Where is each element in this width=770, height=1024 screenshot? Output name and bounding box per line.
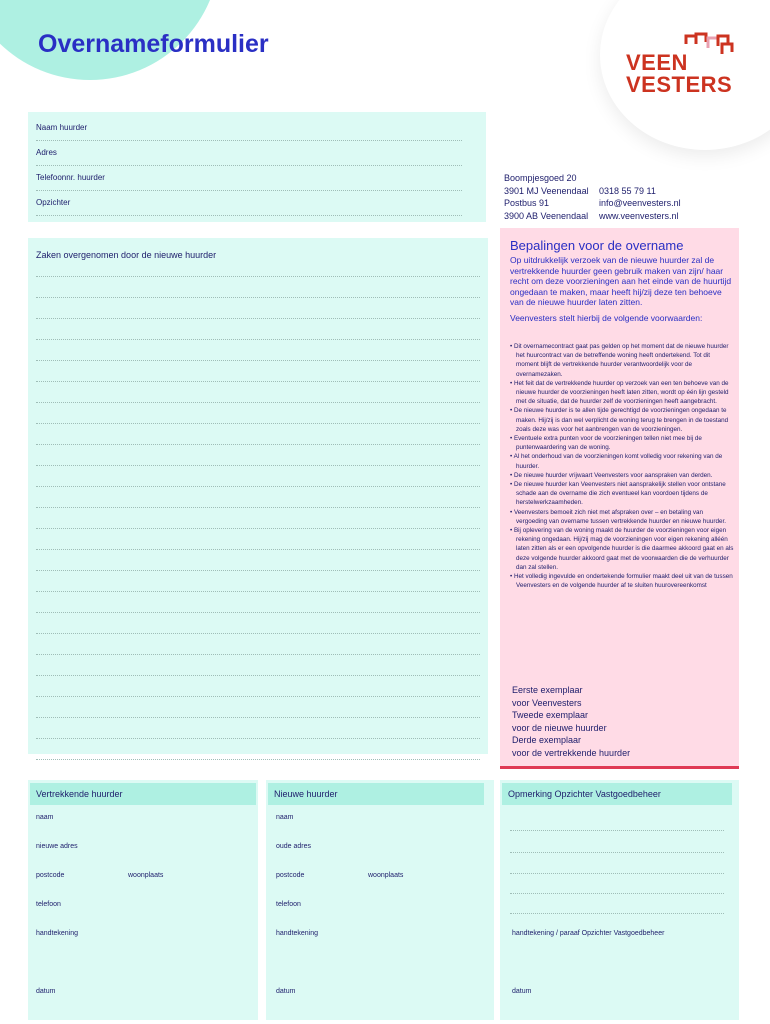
address-street: Boompjesgoed 20 <box>504 173 577 183</box>
label-naam: naam <box>36 814 54 821</box>
postbus-city: 3900 AB Veenendaal <box>504 210 589 221</box>
label-handtekening-paraaf: handtekening / paraaf Opzichter Vastgoedbeheer <box>512 930 665 937</box>
logo-line-2: VESTERS <box>626 72 733 97</box>
exemplaar-line: Eerste exemplaar <box>512 685 583 695</box>
label-naam: naam <box>276 814 294 821</box>
vertrekkende-title: Vertrekkende huurder <box>30 783 256 805</box>
zaken-line[interactable] <box>36 486 480 487</box>
zaken-line[interactable] <box>36 381 480 382</box>
email-link[interactable]: info@veenvesters.nl <box>599 198 681 208</box>
vertrekkende-panel <box>28 780 258 1020</box>
zaken-line[interactable] <box>36 507 480 508</box>
label-datum: datum <box>512 988 532 995</box>
opmerking-panel <box>500 780 739 1020</box>
nieuwe-title: Nieuwe huurder <box>268 783 484 805</box>
label-postcode: postcode <box>36 872 65 879</box>
list-item: • Eventuele extra punten voor de voorzieningen tellen niet mee bij de puntenwaardering van de woning. <box>510 435 702 452</box>
list-item: • Dit overnamecontract gaat pas gelden op het moment dat de nieuwe huurder het huurcontract van de betreffende woning heeft ondertekend. Tot dit moment blijft de vertrekkende huurder verantwoordelijk voor de overnamezaken. <box>510 343 729 378</box>
exemplaar-line: Derde exemplaar <box>512 735 582 745</box>
field-adres[interactable]: Adres <box>36 141 462 166</box>
label-datum: datum <box>276 988 296 995</box>
zaken-line[interactable] <box>36 318 480 319</box>
zaken-line[interactable] <box>36 591 480 592</box>
zaken-line[interactable] <box>36 570 480 571</box>
list-item: • Bij oplevering van de woning maakt de huurder de voorzieningen voor eigen rekening ongedaan. Hij/zij mag de voorzieningen voor eigen rekening alléén laten zitten als er een opvolgende huurder is die daarmee akkoord gaat en als deze volgende huurder akkoord gaat met de voorwaarden die de verhuurder dan zal stellen. <box>510 527 734 571</box>
list-item: • Veenvesters bemoeit zich niet met afspraken over – en betaling van vergoeding van overname tussen vertrekkende huurder en nieuwe huurder. <box>510 508 727 525</box>
zaken-line[interactable] <box>36 717 480 718</box>
zaken-line[interactable] <box>36 633 480 634</box>
label-woonplaats: woonplaats <box>128 872 164 879</box>
bepalingen-box <box>500 228 739 768</box>
zaken-line[interactable] <box>36 528 480 529</box>
address-city: 3901 MJ Veenendaal <box>504 185 589 196</box>
postbus: Postbus 91 <box>504 198 550 208</box>
opmerking-line[interactable] <box>510 830 724 831</box>
zaken-line[interactable] <box>36 465 480 466</box>
zaken-box <box>28 238 488 754</box>
zaken-line[interactable] <box>36 549 480 550</box>
header-fields-box <box>28 112 486 222</box>
zaken-line[interactable] <box>36 297 480 298</box>
divider-bar <box>500 766 739 769</box>
label-woonplaats: woonplaats <box>368 872 404 879</box>
zaken-line[interactable] <box>36 339 480 340</box>
exemplaar-line: Tweede exemplaar <box>512 710 589 720</box>
list-item: • Het volledig ingevulde en ondertekende formulier maakt deel uit van de tussen Veenvesters en de volgende huurder af te sluiten huurovereenkomst <box>510 573 733 590</box>
opmerking-line[interactable] <box>510 852 724 853</box>
label-postcode: postcode <box>276 872 305 879</box>
list-item: • De nieuwe huurder kan Veenvesters niet aansprakelijk stellen voor ontstane schade aan de overname die zich eventueel kan voordoen tijdens de herstelwerkzaamheden. <box>510 481 726 507</box>
page-title: Overnameformulier <box>38 30 269 58</box>
zaken-line[interactable] <box>36 276 480 277</box>
label-oude-adres: oude adres <box>276 843 312 850</box>
label-telefoon: telefoon <box>36 901 61 908</box>
bepalingen-title: Bepalingen voor de overname <box>510 238 684 253</box>
zaken-line[interactable] <box>36 759 480 760</box>
list-item: • De nieuwe huurder is te allen tijde gerechtigd de voorzieningen ongedaan te maken. Hij/zij is dan wel verplicht de woning terug te brengen in de toestand zoals deze was voor het aanbrengen van de voorzieningen. <box>510 407 729 433</box>
exemplaren <box>512 684 630 759</box>
zaken-title: Zaken overgenomen door de nieuwe huurder <box>36 250 217 260</box>
phone: 0318 55 79 11 <box>599 185 656 196</box>
bepalingen-subtitle: Veenvesters stelt hierbij de volgende voorwaarden: <box>510 313 703 323</box>
exemplaar-line: voor Veenvesters <box>512 697 582 708</box>
veenvesters-logo <box>626 30 744 106</box>
website-link[interactable]: www.veenvesters.nl <box>599 210 679 221</box>
contact-info <box>504 172 681 222</box>
label-datum: datum <box>36 988 56 995</box>
list-item: • De nieuwe huurder vrijwaart Veenvesters voor aanspraken van derden. <box>510 471 713 479</box>
bepalingen-intro: Op uitdrukkelijk verzoek van de nieuwe huurder zal de vertrekkende huurder geen gebruik maken van zijn/ haar recht om deze voorzieningen aan het einde van de huurtijd ongedaan te maken, maar heeft hij/zij deze ten behoeve van de nieuwe huurder laten zitten. <box>510 255 732 307</box>
opmerking-title: Opmerking Opzichter Vastgoedbeheer <box>502 783 732 805</box>
label-handtekening: handtekening <box>36 930 79 937</box>
label-telefoon: telefoon <box>276 901 301 908</box>
zaken-line[interactable] <box>36 738 480 739</box>
zaken-line[interactable] <box>36 402 480 403</box>
zaken-line[interactable] <box>36 423 480 424</box>
exemplaar-line: voor de vertrekkende huurder <box>512 747 631 758</box>
zaken-line[interactable] <box>36 654 480 655</box>
exemplaar-line: voor de nieuwe huurder <box>512 722 607 733</box>
zaken-line[interactable] <box>36 360 480 361</box>
opmerking-line[interactable] <box>510 873 724 874</box>
label-handtekening: handtekening <box>276 930 319 937</box>
zaken-line[interactable] <box>36 696 480 697</box>
opmerking-line[interactable] <box>510 893 724 894</box>
zaken-line[interactable] <box>36 675 480 676</box>
list-item: • Al het onderhoud van de voorzieningen komt volledig voor rekening van de huurder. <box>510 453 723 470</box>
field-opzichter[interactable]: Opzichter <box>36 191 462 216</box>
bepalingen-list <box>510 342 734 590</box>
label-nieuwe-adres: nieuwe adres <box>36 843 78 850</box>
list-item: • Het feit dat de vertrekkende huurder op verzoek van een ten behoeve van de nieuwe huurder de voorzieningen heeft laten zitten, wordt op één lijn gesteld met de situatie, dat de huurder zelf de voorzieningen heeft aangebracht. <box>510 379 729 406</box>
zaken-line[interactable] <box>36 444 480 445</box>
logo-line-1: VEEN <box>626 50 688 75</box>
field-naam-huurder[interactable]: Naam huurder <box>36 116 462 141</box>
zaken-line[interactable] <box>36 612 480 613</box>
nieuwe-panel <box>266 780 494 1020</box>
field-telefoonnr[interactable]: Telefoonnr. huurder <box>36 166 462 191</box>
opmerking-line[interactable] <box>510 913 724 914</box>
